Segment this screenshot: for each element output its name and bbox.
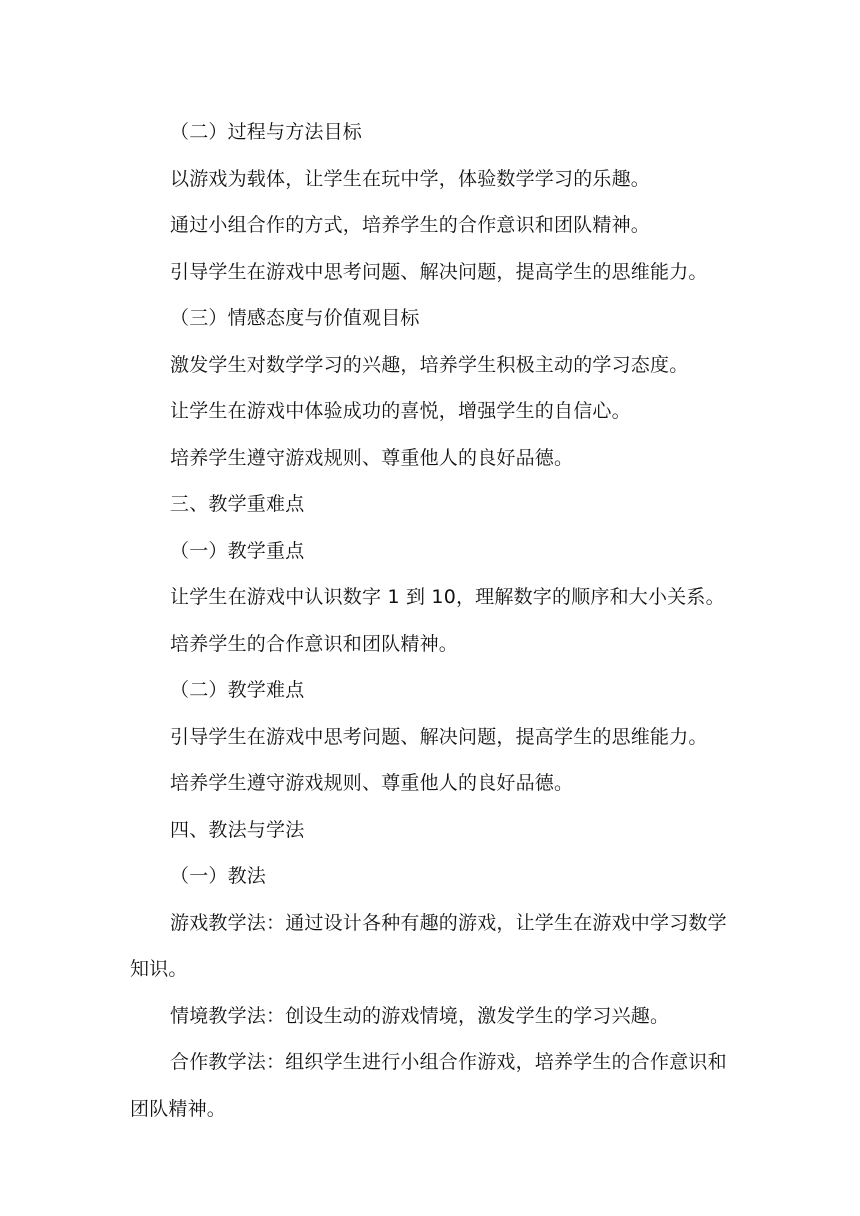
paragraph: 游戏教学法：通过设计各种有趣的游戏，让学生在游戏中学习数学知识。: [130, 911, 727, 980]
paragraph: 合作教学法：组织学生进行小组合作游戏，培养学生的合作意识和团队精神。: [130, 1051, 727, 1120]
subheading-difficult-points: （二）教学难点: [170, 679, 305, 701]
paragraph: 培养学生的合作意识和团队精神。: [170, 632, 459, 655]
subheading-teaching-methods: （一）教法: [170, 865, 267, 887]
paragraph: 让学生在游戏中体验成功的喜悦，增强学生的自信心。: [170, 400, 631, 422]
section-heading-methods: 四、教法与学法: [170, 818, 305, 841]
paragraph: 引导学生在游戏中思考问题、解决问题，提高学生的思维能力。: [170, 725, 708, 748]
paragraph: 情境教学法：创设生动的游戏情境，激发学生的学习兴趣。: [170, 1004, 670, 1027]
paragraph: 引导学生在游戏中思考问题、解决问题，提高学生的思维能力。: [170, 260, 708, 283]
document-body: [130, 109, 740, 1132]
subheading-process-method-goals: （二）过程与方法目标: [170, 121, 363, 143]
paragraph: 培养学生遵守游戏规则、尊重他人的良好品德。: [170, 446, 574, 469]
paragraph: 通过小组合作的方式，培养学生的合作意识和团队精神。: [170, 214, 651, 236]
subheading-key-points: （一）教学重点: [170, 539, 305, 562]
paragraph: 培养学生遵守游戏规则、尊重他人的良好品德。: [170, 772, 574, 794]
subheading-emotion-values-goals: （三）情感态度与价值观目标: [170, 307, 420, 329]
paragraph: 让学生在游戏中认识数字 1 到 10，理解数字的顺序和大小关系。: [170, 586, 725, 608]
section-heading-key-difficult-points: 三、教学重难点: [170, 493, 305, 515]
paragraph: 激发学生对数学学习的兴趣，培养学生积极主动的学习态度。: [170, 353, 689, 376]
paragraph: 以游戏为载体，让学生在玩中学，体验数学学习的乐趣。: [170, 167, 651, 190]
